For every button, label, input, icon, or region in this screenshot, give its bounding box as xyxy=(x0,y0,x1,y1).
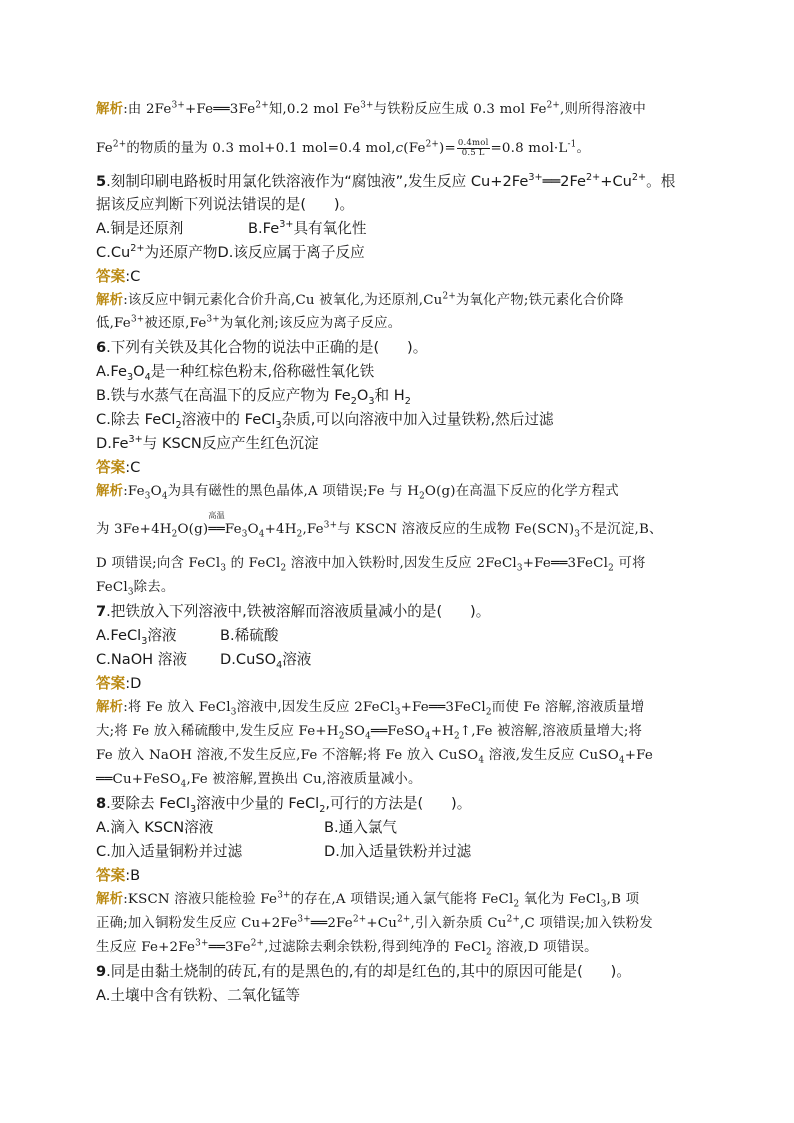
option-line: C.NaOH 溶液 D.CuSO$_4$溶液 xyxy=(96,651,312,671)
option-line: A.FeCl$_3$溶液 B.稀硫酸 xyxy=(96,627,279,647)
answer-line: 答案:C xyxy=(96,459,141,476)
analysis-line: $Fe^{2+}$的物质的量为 0.3 mol+0.1 mol=0.4 $mol,c(Fe^{2+})=$ $\frac{\text{0.4mol}}{0.5 L}$ =0.8 $mol\cdot L^{-1}$。 xyxy=(96,138,591,158)
question-line: 7.把铁放入下列溶液中,铁被溶解而溶液质量减小的是( )。 xyxy=(96,603,491,620)
option-line: $D.Fe^{3+}$与 KSCN反应产生红色沉淀 xyxy=(96,434,319,452)
analysis-line: 解析:KSCN 溶液只能检验 $Fe^{3+}$的存在,A 项错误;通入氯气能将 FeCl$_2$ 氧化为 FeCl$_3$,B 项 xyxy=(96,890,640,910)
analysis-line: 解析$:Fe_3O_4$为具有磁性的黑色晶体,A 项错误;Fe 与 $H_2O(g)$在高温下反应的化学方程式 xyxy=(96,484,619,502)
answer-line: 答案:C xyxy=(96,268,141,285)
question-line: 5.刻制印刷电路板时用氯化铁溶液作为“腐蚀液”,发生反应 $Cu+2Fe^{3+}══2Fe^{2+}+Cu^{2+}$。根 xyxy=(96,172,676,190)
option-line: C.除去 FeCl$_2$溶液中的 FeCl$_3$杂质,可以向溶液中加入过量铁粉,然后过滤 xyxy=(96,411,554,431)
option-line: $C.Cu^{2+}$为还原产物D.该反应属于离子反应 xyxy=(96,243,365,261)
option-line: A.滴入 KSCN溶液 B.通入氯气 xyxy=(96,819,398,836)
analysis-line: 解析:由 $2Fe^{3+}+Fe══3Fe^{2+}$知,0.2 mol $Fe^{3+}$与铁粉反应生成 0.3 mol $Fe^{2+}$,则所得溶液中 xyxy=(96,100,647,117)
option-line: $A.Fe_3O_4$是一种红棕色粉末,俗称磁性氧化铁 xyxy=(96,363,375,383)
option-line: A.铜是还原剂 $B.Fe^{3+}$具有氧化性 xyxy=(96,219,367,237)
analysis-line: 生反应 $Fe+2Fe^{3+}══3Fe^{2+}$,过滤除去剩余铁粉,得到纯净的 FeCl$_2$ 溶液,D 项错误。 xyxy=(96,938,598,958)
analysis-line: 大;将 Fe 放入稀硫酸中,发生反应 $Fe+H_2SO_4══FeSO_4+H_2↑,Fe$ 被溶解,溶液质量增大;将 xyxy=(96,724,643,742)
question-line: 据该反应判断下列说法错误的是( )。 xyxy=(96,196,355,213)
analysis-line: 解析:将 Fe 放入 FeCl$_3$溶液中,因发生反应 2FeCl$_3$+Fe══3FeCl$_2$而使 Fe 溶解,溶液质量增 xyxy=(96,700,645,718)
question-line: 8.要除去 FeCl$_3$溶液中少量的 FeCl$_2$,可行的方法是( )。 xyxy=(96,795,472,815)
analysis-line: D 项错误;向含 FeCl$_3$ 的 FeCl$_2$ 溶液中加入铁粉时,因发生反应 2FeCl$_3$+Fe══3FeCl$_2$ 可将 xyxy=(96,556,646,574)
analysis-line: 解析:该反应中铜元素化合价升高,Cu 被氧化,为还原剂$,Cu^{2+}$为氧化产物;铁元素化合价降 xyxy=(96,291,624,308)
analysis-line: 正确;加入铜粉发生反应 $Cu+2Fe^{3+}══2Fe^{2+}+Cu^{2+}$,引入新杂质 $Cu^{2+},C$ 项错误;加入铁粉发 xyxy=(96,914,653,931)
analysis-line: 低$,Fe^{3+}$被还原$,Fe^{3+}$为氧化剂;该反应为离子反应。 xyxy=(96,314,402,331)
option-line: A.土壤中含有铁粉、二氧化锰等 xyxy=(96,987,301,1004)
question-line: 6.下列有关铁及其化合物的说法中正确的是( )。 xyxy=(96,339,428,356)
question-line: 9.同是由黏土烧制的砖瓦,有的是黑色的,有的却是红色的,其中的原因可能是( )。 xyxy=(96,963,631,980)
option-line: C.加入适量铜粉并过滤 D.加入适量铁粉并过滤 xyxy=(96,843,472,860)
answer-line: 答案:B xyxy=(96,867,141,884)
analysis-line: Fe 放入 NaOH 溶液,不发生反应,Fe 不溶解;将 Fe 放入 CuSO$_4$ 溶液,发生反应 CuSO$_4$+Fe xyxy=(96,748,654,766)
option-line: B.铁与水蒸气在高温下的反应产物为 $Fe_2O_3$和 $H_2$ xyxy=(96,387,411,407)
analysis-line: FeCl$_3$除去。 xyxy=(96,580,175,598)
analysis-line: 为 $3Fe+4H_2O(g)$ 高温 $══Fe_3O_4+4H_2,Fe^{3+}$与 KSCN 溶液反应的生成物 $Fe(SCN)_3$不是沉淀,B、 xyxy=(96,511,663,540)
analysis-line: ══Cu+FeSO$_4$,Fe 被溶解,置换出 Cu,溶液质量减小。 xyxy=(96,772,422,790)
answer-line: 答案:D xyxy=(96,675,142,692)
